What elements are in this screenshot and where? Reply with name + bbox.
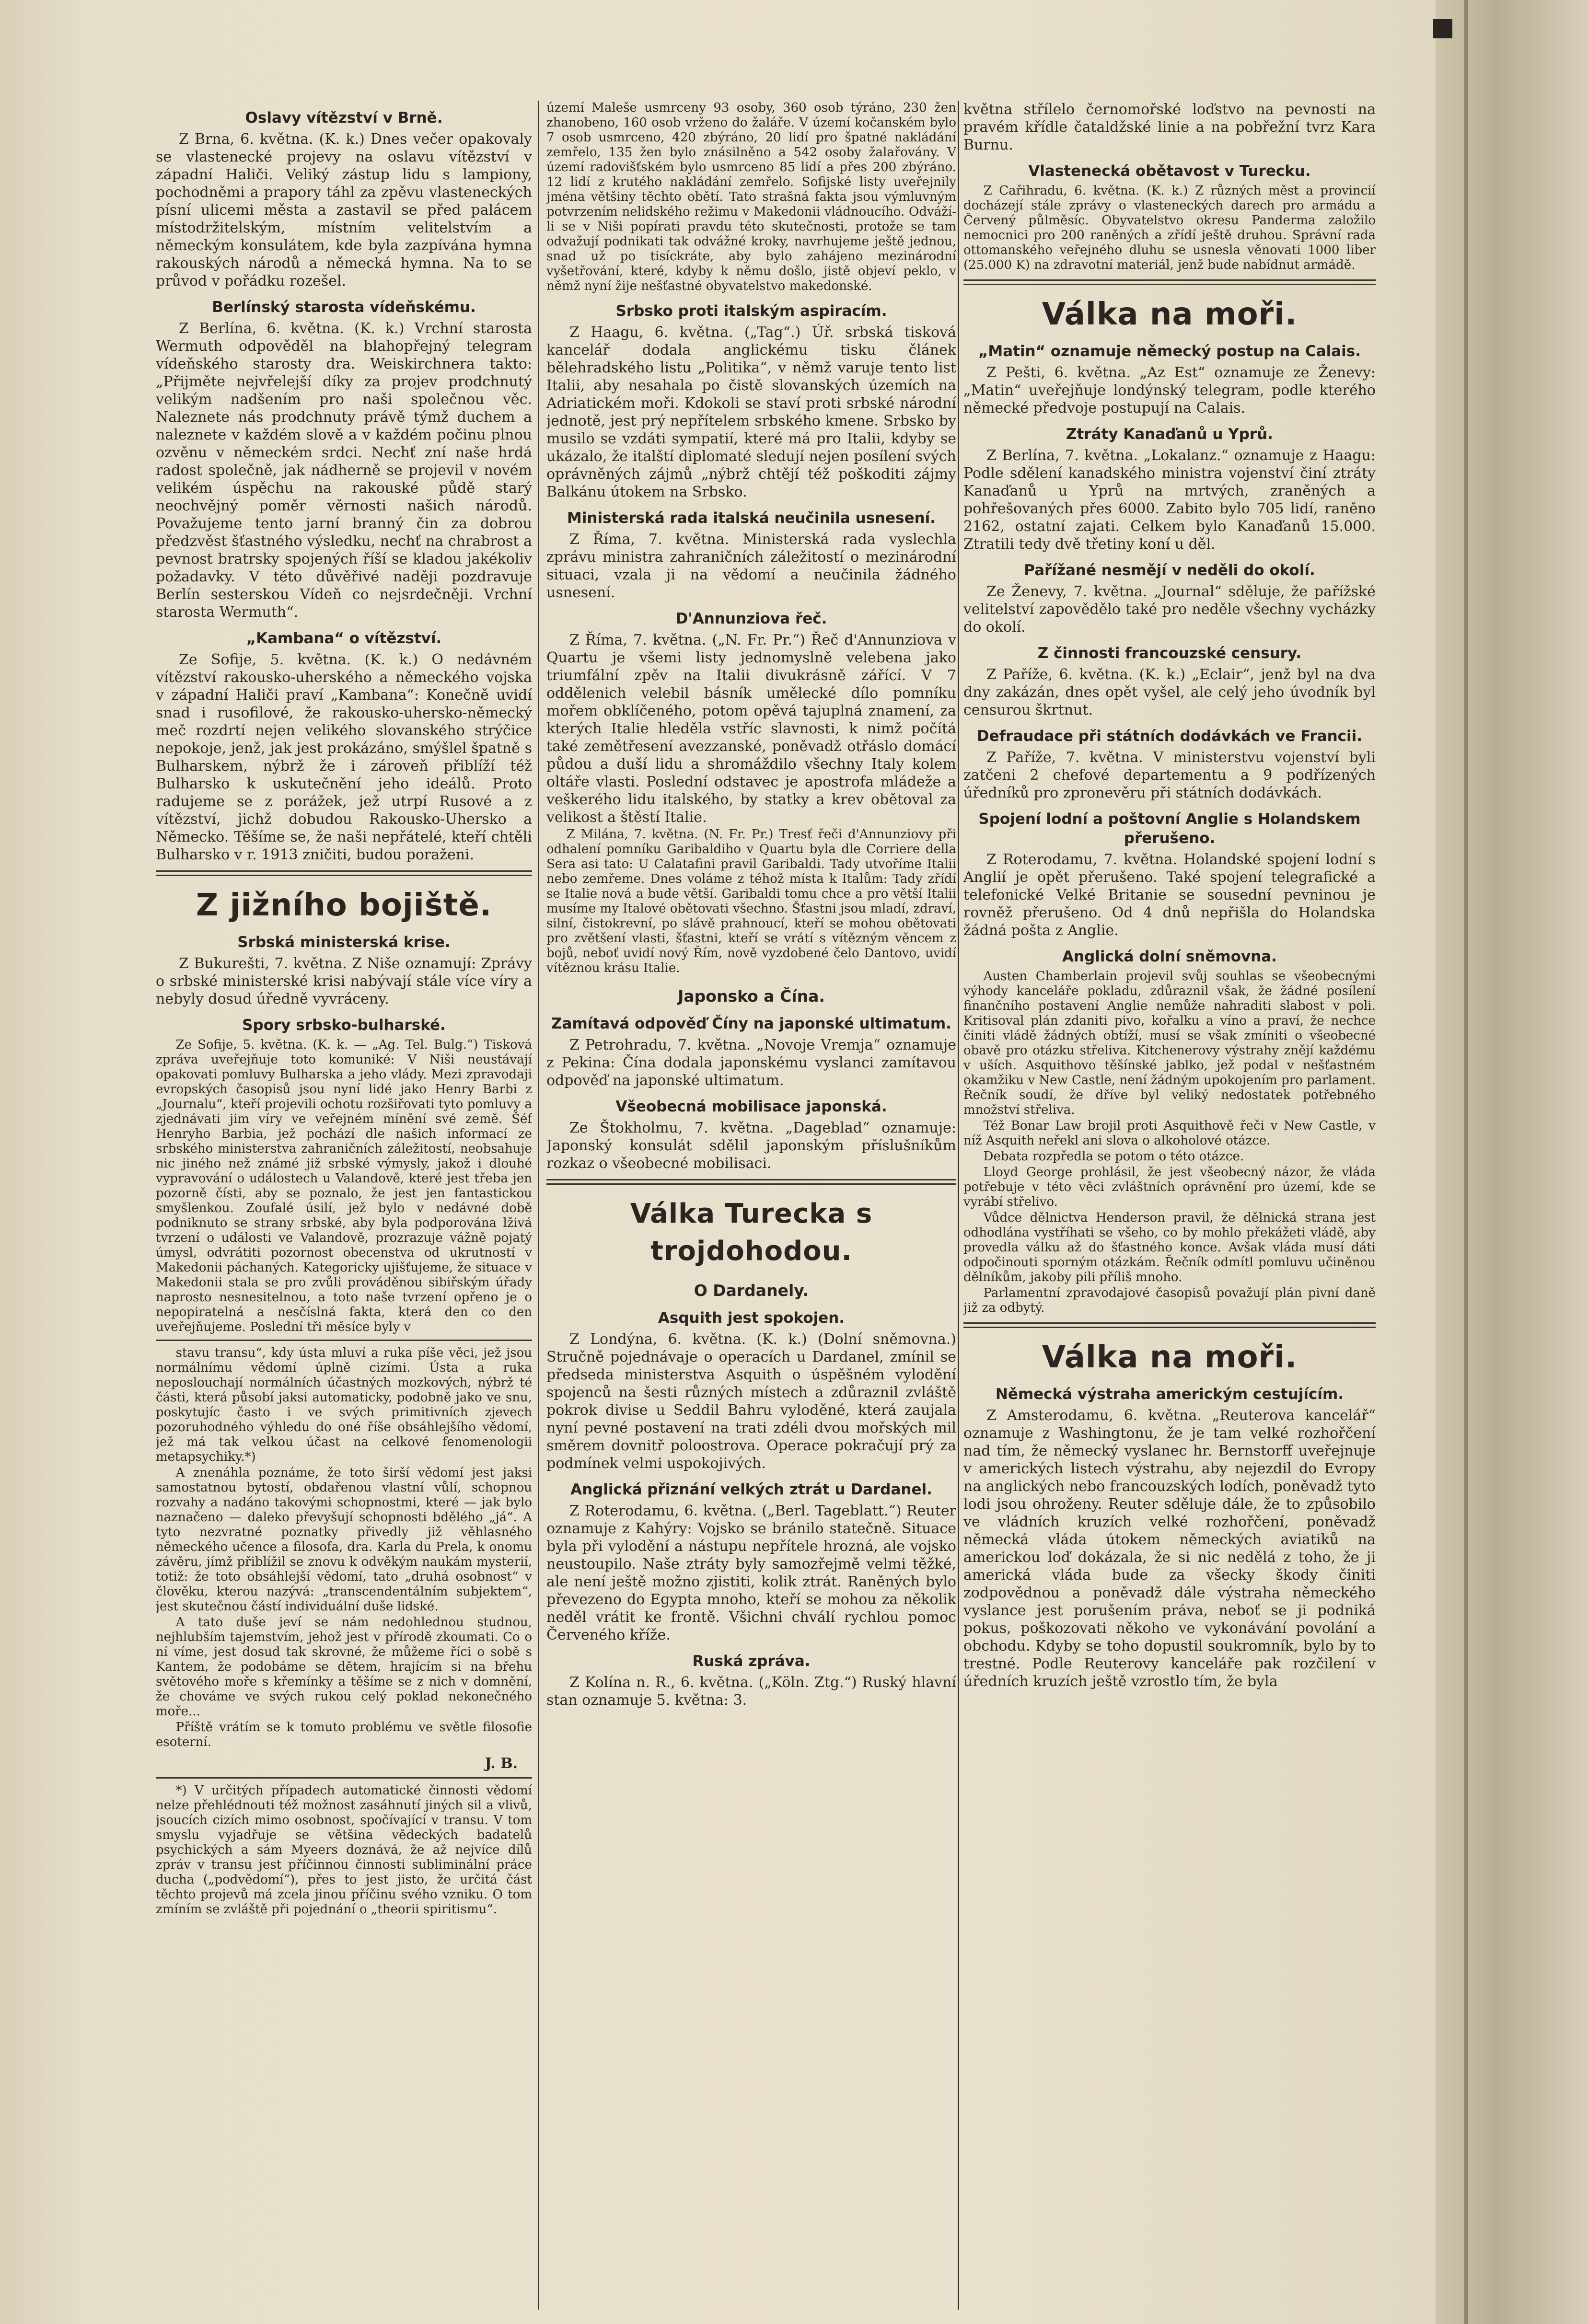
- article-text: území Maleše usmrceny 93 osoby, 360 osob týráno, 230 žen zhanobeno, 160 osob vrženo do žaláře. V území kočanském bylo 7 osob usmrceno, 420 zbýráno, 20 lidí pro špatné nakládání zemřelo, 135 žen bylo znásilněno a 542 osoby žalařovány. V území radovišťském bylo usmrceno 85 lidí a přes 200 zbýráno. 12 lidí z krutého nakládání zemřelo. Sofijské listy uveřejnily jména většiny těchto obětí. Tato strašná fakta jsou výmluvným potvrzením nelidského režimu v Makedonii vládnoucího. Odváží-li se v Niši popírati pravdu této skutečnosti, protože se tam odvažují podnikati tak odvážné kroky, navrhujeme ještě jednou, snad už po tisíckráte, aby bylo zahájeno mezinárodní vyšetřování, které, kdyby k němu došlo, jistě objeví peklo, v němž nyní žije nešťastné obyvatelstvo makedonské.: [546, 101, 956, 293]
- article-text: Z Pešti, 6. května. „Az Est“ oznamuje ze Ženevy: „Matin“ uveřejňuje londýnský telegram, podle kterého německé předvoje postupují na Calais.: [963, 364, 1376, 416]
- article-text: Z Roterodamu, 6. května. („Berl. Tageblatt.“) Reuter oznamuje z Kahýry: Vojsko se bránilo statečně. Situace byla při vylodění a nástupu nepřítele hrozná, ale vojsko neustoupilo. Naše ztráty byly samozřejmě velmi těžké, ale není ještě možno zjistiti, kolik ztrát. Raněných bylo převezeno do Egypta mnoho, kteří se mohou za několik neděl vrátit ke frontě. Všichni chválí rychlou pomoc Červeného kříže.: [546, 1503, 956, 1643]
- section-title-zapadni-bojiste: Válka na moři.: [1042, 297, 1298, 332]
- headline-defraudace: Defraudace při státních dodávkách ve Francii.: [976, 728, 1363, 745]
- feuilleton-text: stavu transu“, kdy ústa mluví a ruka píše věci, jež jsou normálnímu vědomí úplně cizími. Ústa a ruka neposlouchají normálních účastných mozkových, nýbrž té části, která působí jaksi automaticky, podobně jako ve snu, poskytujíc často i ve svých primitivních zjevech pozoruhodného výhledu do oné říše obsáhlejšího vědomí, jež má tak velkou účast na celkové fenomenologii metapsychiky.*): [156, 1346, 532, 1464]
- article-text: Ze Sofije, 5. května. (K. k.) O nedávném vítězství rakousko-uherského a německého vojska v západní Haliči praví „Kambana“: Konečně uvidí snad i rusofilové, že rakousko-uhersko-německý meč rozdrtí nejen velikého slovanského strýčice nepokoje, jenž, jak jest prokázáno, smýšlel špatně s Bulharskem, nýbrž že i zároveň přiblíží též Bulharsko k uskutečnění jeho ideálů. Proto radujeme se z porážek, jež utrpí Rusové a z vítězství, jichž dobudou Rakousko-Uhersko a Německo. Těšíme se, že naši nepřátelé, kteří chtěli Bulharsko v r. 1913 zničiti, budou poraženi.: [156, 651, 532, 863]
- article-text: Lloyd George prohlásil, že jest všeobecný názor, že vláda potřebuje v této věci zvláštních oprávnění pro území, kde se vyrábí střelivo.: [963, 1165, 1376, 1209]
- headline-ministerska-rada: Ministerská rada italská neučinila usnesení.: [567, 509, 936, 527]
- article-text: Z Bukurešti, 7. května. Z Niše oznamují: Zprávy o srbské ministerské krisi nabývají stále více víry a nebyly dosud úředně vyvráceny.: [156, 955, 532, 1007]
- feuilleton-text: A znenáhla poznáme, že toto širší vědomí jest jaksi samostatnou bytostí, obdařenou vlastní vůlí, schopnou rozvahy a nadáno takovými schopnostmi, které — jak bylo naznačeno — daleko převyšují schopnosti bdělého „já“. A tyto nezvratné poznatky přivedly již věhlasného německého učence a filosofa, dra. Karla du Prela, k onomu závěru, jímž přiblížil se znovu k odvěkým naukám mysterií, totiž: že toto obsáhlejší vědomí, tato „druhá osobnost“ v člověku, kterou nazývá: „transcendentálním subjektem“, jest skutečnou částí individuální duše lidské.: [156, 1466, 532, 1614]
- article-text: Z Milána, 7. května. (N. Fr. Pr.) Tresť řeči d'Annunziovy při odhalení pomníku Garibaldiho v Quartu byla dle Corriere della Sera asi tato: U Calatafini pravil Garibaldi. Tady utvoříme Italii nebo zemřeme. Dnes voláme z téhož místa k Italům: Tady zřídí se Italie nová a bude větší. Garibaldi tomu chce a pro větší Italii musíme my Italové obětovati všechno. Šťastni jsou mladí, zdraví, silní, čistokrevní, po slávě prahnoucí, kteří se mohou obětovati pro zvětšení vlasti, šťastni, kteří se vrátí s vítězným věncem z bojů, neboť uvidí nový Řím, nově vyzdobené čelo Dantovo, uvidí vítěznou krásu Italie.: [546, 827, 956, 975]
- article-text: Z Berlína, 6. května. (K. k.) Vrchní starosta Wermuth odpověděl na blahopřejný telegram vídeňského starosty dra. Weiskirchnera takto: „Přijměte nejvřelejší díky za projev prodchnutý velikým nadšením pro naši společnou věc. Naleznete nás prodchnuty právě týmž duchem a naleznete v každém slově a v každém počinu plnou ozvěnu v německém srdci. Nechť zní naše hrdá radost společně, jak nádherně se projevil v novém velikém úspěchu na rakouské půdě starý neochvějný poměr věrnosti našich národů. Považujeme tento jarní branný čin za dobrou předzvěst šťastného výsledku, nechť na chrabrost a pevnost bratrsky spojených říší se kladou jakékoliv požadavky. V této důvěřivé naději pozdravuje Berlín sesterskou Vídeň co nejsrdečněji. Vrchní starosta Wermuth“.: [156, 320, 532, 621]
- section-title-valka-na-mori: Válka na moři.: [1042, 1340, 1298, 1375]
- feuilleton-text: Příště vrátím se k tomuto problému ve světle filosofie esoterní.: [156, 1720, 532, 1749]
- section-title-valka-turecka: Válka Turecka s trojdohodou.: [630, 1198, 873, 1267]
- subheadline-zamitava: Zamítavá odpověď Číny na japonské ultimatum.: [551, 1015, 951, 1032]
- article-text: Z Londýna, 6. května. (K. k.) (Dolní sněmovna.) Stručně pojednávaje o operacích u Dardanel, zmínil se předseda ministerstva Asquith o úspěšném vylodění spojenců na šesti různých místech a zdůraznil zvláště pokrok divise u Seddil Bahru vyloděné, která zaujala nyní pevné postavení na trati zdéli dvou mořských mil směrem dovnitř poloostrova. Operace pokračují prý za podmínek velmi uspokojivých.: [546, 1331, 956, 1472]
- article-text: května střílelo černomořské loďstvo na pevnosti na pravém křídle čataldžské linie a na pobřežní tvrz Kara Burnu.: [963, 101, 1376, 153]
- binding-stripe: [1464, 0, 1468, 2324]
- corner-mark: [1433, 19, 1452, 38]
- headline-berlinsky-starosta: Berlínský starosta vídeňskému.: [212, 299, 476, 316]
- headline-dolni-snemovna: Anglická dolní sněmovna.: [1062, 948, 1277, 965]
- headline-spojeni-lodni: Spojení lodní a poštovní Anglie s Holandskem přerušeno.: [978, 810, 1361, 847]
- article-text: Parlamentní zpravodajové časopisů považují plán pivní daně již za odbytý.: [963, 1286, 1376, 1315]
- article-text: Z Brna, 6. května. (K. k.) Dnes večer opakovaly se vlastenecké projevy na oslavu vítězství v západní Haliči. Veliký zástup lidu s lampiony, pochodněmi a prapory táhl za zpěvu vlasteneckých písní ulicemi města a zastavil se před palácem místodržitelským, místním velitelstvím a německým konsulátem, kde byla zazpívána hymna rakouských národů a německá hymna. Na to se průvod v pořádku rozešel.: [156, 131, 532, 289]
- article-text: Z Paříže, 7. května. V ministerstvu vojenství byli zatčeni 2 chefové departementu a 9 podřízených úředníků pro zpronevěru při státních dodávkách.: [963, 749, 1376, 801]
- headline-dardanely: O Dardanely.: [694, 1281, 809, 1300]
- author-signature: J. B.: [485, 1755, 518, 1772]
- headline-nemecka-vystraha: Německá výstraha americkým cestujícím.: [995, 1386, 1344, 1403]
- headline-srbska-krise: Srbská ministerská krise.: [237, 934, 451, 951]
- article-text: Z Haagu, 6. května. („Tag“.) Úř. srbská tisková kancelář dodala anglickému tisku článek bělehradského listu „Politika“, v němž varuje tento list Italii, aby nesahala po čistě slovanských územích na Adriatickém moři. Kdokoli se staví proti srbské národní jednotě, jest prý nepřítelem srbského kmene. Srbsko by musilo se vzdáti sympatií, které má pro Italii, kdyby se ukázalo, že italští diplomaté sledují nejen posílení svých oprávněných zájmů „nýbrž chtějí též poškoditi zájmy Balkánu útokem na Srbsko.: [546, 324, 956, 500]
- headline-japonsko-cina: Japonsko a Čína.: [678, 987, 825, 1006]
- article-text: Z Kolína n. R., 6. května. („Köln. Ztg.“) Ruský hlavní stan oznamuje 5. května: 3.: [546, 1674, 956, 1709]
- headline-spory: Spory srbsko-bulharské.: [242, 1017, 446, 1034]
- article-text: Vůdce dělnictva Henderson pravil, že dělnická strana jest odhodlána vystříhati se všeho, co by mohlo překážeti vládě, aby provedla válku až do šťastného konce. Avšak vláda musí dáti odpočinouti sporným otázkám. Řečník odmítl pomluvu učiněnou dělníkům, jakoby pili příliš mnoho.: [963, 1211, 1376, 1284]
- column-middle: [546, 101, 956, 2305]
- page-edge: [1436, 0, 1588, 2324]
- article-text: Z Petrohradu, 7. května. „Novoje Vremja“ oznamuje z Pekina: Čína dodala japonskému vyslanci zamítavou odpověď na japonské ultimatum.: [546, 1037, 956, 1089]
- article-text: Též Bonar Law brojil proti Asquithově řeči v New Castle, v níž Asquith neřekl ani slova o alkoholové otázce.: [963, 1119, 1376, 1148]
- divider: [546, 1179, 956, 1185]
- article-text: Z Amsterodamu, 6. května. „Reuterova kancelář“ oznamuje z Washingtonu, že je tam velké rozhořčení nad tím, že německý vyslanec hr. Bernstorff uveřejnuje v amerických listech výstrahu, aby nejezdil do Evropy na anglických nebo francouzských lodích, poněvadž tyto lodi jsou ohroženy. Reuter sděluje dále, že to způsobilo ve vládních kruzích velké rozhořčení, poněvadž německá vláda útokem německých aviatiků na americkou loď dokázala, že si nic nedělá z toho, že ji americká vláda bude za všecky škody činiti zodpovědnou a poněvadž dále výstraha německého vyslance jest porušením práva, neboť se ji podniká pokus, poškozovati někoho ve vykonávání povolání a obchodu. Kdyby se toho dopustil soukromník, bylo by to trestné. Podle Reuterovy kanceláře pak rozčilení v úředních kruzích ještě vzrostlo tím, že byla: [963, 1407, 1376, 1690]
- headline-oslavy: Oslavy vítězství v Brně.: [245, 109, 443, 127]
- article-text: Z Cařihradu, 6. května. (K. k.) Z různých měst a provincií docházejí stále zprávy o vlasteneckých darech pro armádu a Červený půlměsíc. Obyvatelstvo okresu Panderma založilo nemocnici pro 200 raněných a zřídí ještě druhou. Správní rada ottomanského veřejného dluhu se usnesla věnovati 1000 liber (25.000 K) na zdravotní materiál, jenž bude nabídnut armádě.: [963, 184, 1376, 272]
- divider: [963, 1322, 1376, 1328]
- article-text: Ze Ženevy, 7. května. „Journal“ sděluje, že pařížské velitelství zapovědělo také pro neděle všechny vycházky do okolí.: [963, 583, 1376, 636]
- headline-kambana: „Kambana“ o vítězství.: [246, 630, 442, 647]
- headline-ruska-zprava: Ruská zpráva.: [692, 1653, 811, 1670]
- article-text: Austen Chamberlain projevil svůj souhlas se všeobecnými výhody kanceláře pokladu, zdůraznil však, že žádné posílení finančního postavení Anglie nemůže nahraditi slabost v poli. Kritisoval plán zdaniti pivo, kořalku a víno a praví, že nechce činiti vládě žádných obtíží, musí se však zmíniti o všeobecné obavě pro otázku střeliva. Kitchenerovy výstrahy znějí každému v uších. Asquithovo těšínské jablko, jež podal v nešťastném okamžiku v New Castle, není žádným upokojením pro parlament. Řečník soudí, že dříve byl veliký nedostatek potřebného množství střeliva.: [963, 969, 1376, 1117]
- divider: [156, 870, 532, 876]
- article-text: Z Říma, 7. května. („N. Fr. Pr.“) Řeč d'Annunziova v Quartu je všemi listy jednomyslně velebena jako triumfální zpěv na Italii divukrásně zářící. V 7 oddělenich velebil básník umělecké dílo pomníku mořem obklíčeného, potom opěvá tajuplná znamení, za kterých Italie hleděla vstříc slavnosti, k nimž počítá také zemětřesení avezzanské, poněvadž otřáslo domácí půdou a duší lidu a shromáždilo všechny Italy kolem oltáře vlasti. Poslední odstavec je apostrofa mládeže a veškerého lidu italského, by statky a krev obětoval za velikost a štěstí Italie.: [546, 632, 956, 826]
- article-text: Z Roterodamu, 7. května. Holandské spojení lodní s Anglií je opět přerušeno. Také spojení telegrafické a telefonické Velké Britanie se sousední pevninou je rovněž přerušeno. Od 4 dnů nepřišla do Holandska žádná pošta z Anglie.: [963, 851, 1376, 939]
- footnote: *) V určitých případech automatické činnosti vědomí nelze přehlédnouti též možnost zasáhnutí jiných sil a vlivů, jsoucích cizích mimo osobnost, spočívající v transu. V tom smyslu vyjadřuje se většina vědeckých badatelů psychických a sám Myeers doznává, že až nejvíce dílů zpráv v transu jest příčinnou činnosti subliminální práce ducha („podvědomí“), přes to jest jisto, že určitá část těchto projevů má zcela jinou příčinu svého vzniku. O tom zmíním se zvláště při pojednání o „theorii spiritismu“.: [156, 1783, 532, 1917]
- headline-srbsko-aspirace: Srbsko proti italským aspiracím.: [615, 302, 887, 320]
- headline-ztraty-kanadanu: Ztráty Kanaďanů u Yprů.: [1066, 426, 1273, 443]
- column-rule: [538, 101, 539, 2310]
- article-text: Ze Sofije, 5. května. (K. k. — „Ag. Tel. Bulg.“) Tisková zpráva uveřejňuje toto komuniké: V Niši neustávají opakovati pomluvy Bulharska a jeho vlády. Mezi zpravodaji evropských časopisů jsou nyní lidé jako Henry Barbi z „Journalu“, kteří projevili ochotu rozšiřovati tyto pomluvy a zjednávati jim víry ve veřejném mínění své země. Šéf Henryho Barbia, jež pochází dle našich informací ze srbského ministerstva zahraničních záležitostí, neobsahuje nic jiného než známé již srbské výmysly, jakož i dlouhé vypravování o událostech u Valandově, které jest třeba jen pozorně čísti, aby se poznalo, že jest jen fantastickou smyšlenkou. Zoufalé úsilí, jež bylo v nedávné době podniknuto se strany srbské, aby byla podporována lživá tvrzení o události ve Valandově, prozrazuje vážně pojatý úmysl, odvrátiti pozornost obecenstva od ukrutností v Makedonii páchaných. Kategoricky ujišťujeme, že situace v Makedonii stala se pro zvůli prováděnou sibiřským úřady naprosto nesnesitelnou, a toto naše tvrzení opřeno je o nepopiratelná a nesčíslná fakta, která den co den uveřejňujeme. Poslední tři měsíce byly v: [156, 1038, 532, 1334]
- headline-mobilisace: Všeobecná mobilisace japonská.: [615, 1098, 887, 1115]
- headline-parizane: Pařížané nesmějí v neděli do okolí.: [1024, 562, 1315, 579]
- divider: [156, 1340, 532, 1341]
- headline-dannunzio: D'Annunziova řeč.: [675, 610, 827, 627]
- feuilleton-text: A tato duše jeví se nám nedohlednou studnou, nejhlubším tajemstvím, jehož jest v přírodě zkoumati. Co o ní víme, jest dosud tak skrovné, že můžeme říci o sobě s Kantem, že podobáme se dětem, hrajícím si na břehu světového moře s křemínky a těšíme se z nich v domnění, že chováme ve svých rukou celý poklad nekonečného moře...: [156, 1615, 532, 1719]
- subheadline-asquith: Asquith jest spokojen.: [658, 1309, 845, 1327]
- article-text: Z Paříže, 6. května. (K. k.) „Eclair“, jenž byl na dva dny zakázán, dnes opět vyšel, ale celý jeho úvodník byl censurou škrtnut.: [963, 666, 1376, 718]
- divider: [156, 1777, 532, 1779]
- article-text: Debata rozpředla se potom o této otázce.: [983, 1149, 1244, 1164]
- column-left: [156, 101, 532, 2305]
- column-right: [963, 101, 1376, 2305]
- headline-censura: Z činnosti francouzské censury.: [1037, 645, 1302, 662]
- headline-vlastenecka-obetavost: Vlastenecká obětavost v Turecku.: [1028, 162, 1311, 180]
- headline-anglicka-priznani: Anglická přiznání velkých ztrát u Dardanel.: [570, 1481, 932, 1498]
- article-text: Z Berlína, 7. května. „Lokalanz.“ oznamuje z Haagu: Podle sdělení kanadského ministra vojenství činí ztráty Kanaďanů u Yprů na mrtvých, zraněných a pohřešovaných přes 6000. Zabito bylo 705 lidí, raněno 2162, ostatní zajati. Celkem bylo Kanaďanů 15.000. Ztratili tedy dvě třetiny koní u děl.: [963, 447, 1376, 553]
- column-rule: [958, 101, 959, 2310]
- article-text: Ze Štokholmu, 7. května. „Dageblad“ oznamuje: Japonský konsulát sdělil japonským příslušníkům rozkaz o všeobecné mobilisaci.: [546, 1120, 956, 1172]
- divider: [963, 279, 1376, 285]
- headline-matin: „Matin“ oznamuje německý postup na Calais.: [978, 343, 1361, 360]
- section-title-jizni-bojiste: Z jižního bojiště.: [196, 888, 492, 923]
- article-text: Z Říma, 7. května. Ministerská rada vyslechla zprávu ministra zahraničních záležitostí o mezinárodní situaci, vzala ji na vědomí a neučinila žádného usnesení.: [546, 531, 956, 601]
